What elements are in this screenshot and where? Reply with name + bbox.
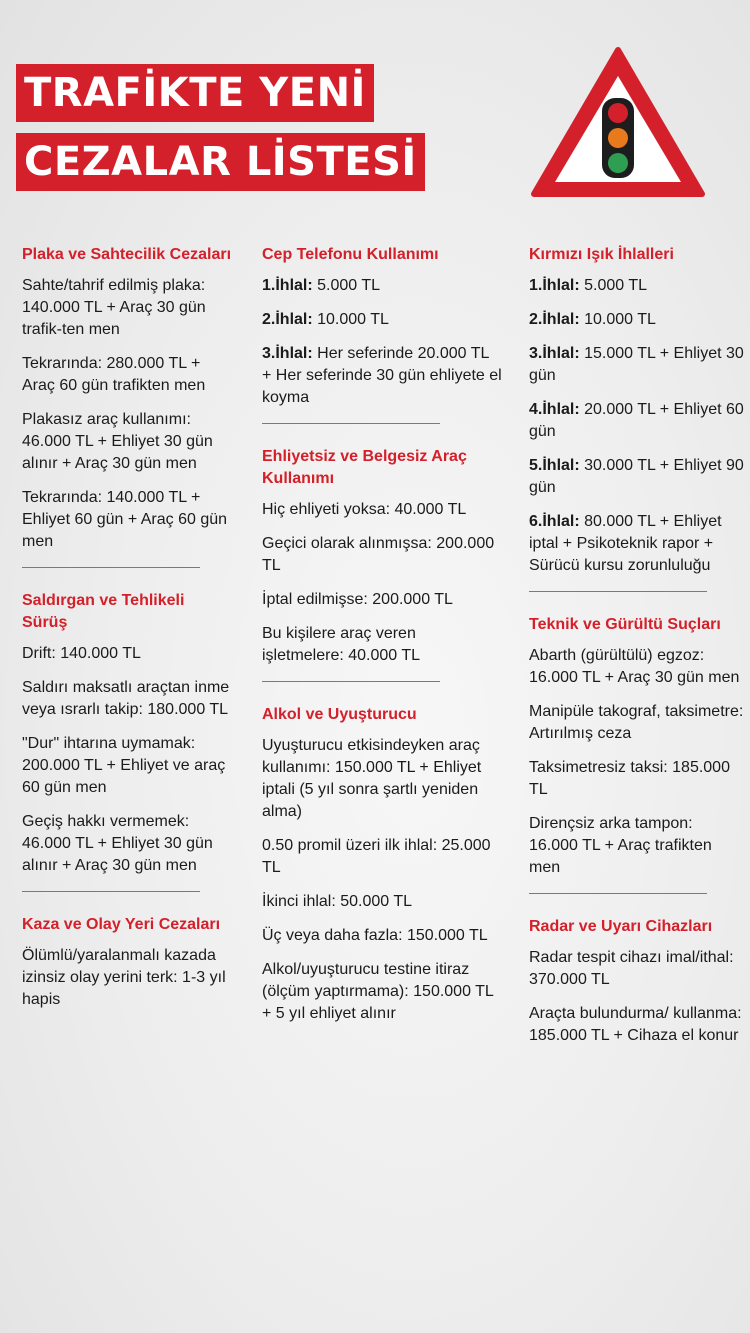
penalty-entry <box>262 735 502 823</box>
section-title-kaza-ve-olay-yeri-cezalari: Kaza ve Olay Yeri Cezaları <box>22 916 221 933</box>
section-title-ehliyetsiz-ve-belgesiz-arac-kullanimi: Ehliyetsiz ve Belgesiz Araç Kullanımı <box>262 448 467 487</box>
penalty-entry-text: Tekrarında: 280.000 TL + Araç 60 gün trafikten men <box>22 355 206 394</box>
penalty-entry-text: Taksimetresiz taksi: 185.000 TL <box>529 759 730 798</box>
penalty-entry <box>262 533 502 577</box>
penalty-entry <box>22 811 232 877</box>
penalty-entry-label: 6.İhlal: <box>529 513 580 530</box>
penalty-entry <box>22 275 232 341</box>
penalty-entry-text: Uyuşturucu etkisindeyken araç kullanımı: 150.000 TL + Ehliyet iptali (5 yıl sonra şartlı yeniden alma) <box>262 737 482 820</box>
penalty-entry-text: Ölümlü/yaralanmalı kazada izinsiz olay yerini terk: 1-3 yıl hapis <box>22 947 226 1008</box>
page-title-line-1: TRAFİKTE YENİ <box>16 64 374 122</box>
penalty-entry-text: İkinci ihlal: 50.000 TL <box>262 893 413 910</box>
penalty-entry-text: Her seferinde 20.000 TL + Her seferinde 30 gün ehliyete el koyma <box>262 345 502 406</box>
penalty-entry-label: 4.İhlal: <box>529 401 580 418</box>
traffic-light-red-lamp <box>608 103 628 123</box>
section-divider <box>262 681 440 682</box>
penalty-entry <box>529 275 745 297</box>
penalty-entry <box>262 589 502 611</box>
penalty-entry <box>529 455 745 499</box>
penalty-entry <box>262 499 502 521</box>
penalty-entry-text: Bu kişilere araç veren işletmelere: 40.000 TL <box>262 625 421 664</box>
penalty-entry <box>262 275 502 297</box>
section-divider <box>529 591 707 592</box>
penalty-entry <box>529 757 745 801</box>
penalty-entry <box>529 813 745 879</box>
penalty-entry-text: Tekrarında: 140.000 TL + Ehliyet 60 gün + Araç 60 gün men <box>22 489 228 550</box>
penalty-entry-text: "Dur" ihtarına uymamak: 200.000 TL + Ehliyet ve araç 60 gün men <box>22 735 226 796</box>
section-divider <box>262 423 440 424</box>
penalty-entry-label: 5.İhlal: <box>529 457 580 474</box>
penalty-entry-text: Dirençsiz arka tampon: 16.000 TL + Araç trafikten men <box>529 815 712 876</box>
penalty-entry-text: 15.000 TL + Ehliyet 30 gün <box>529 345 744 384</box>
penalty-entry-text: 10.000 TL <box>579 311 656 328</box>
penalty-entry <box>262 925 502 947</box>
section-title-saldirgan-ve-tehlikeli-surus: Saldırgan ve Tehlikeli Sürüş <box>22 592 185 631</box>
penalty-entry <box>22 487 232 553</box>
penalty-entry <box>529 309 745 331</box>
section-divider <box>22 567 200 568</box>
penalty-entry <box>529 343 745 387</box>
section-title-teknik-ve-gurultu-suclari: Teknik ve Gürültü Suçları <box>529 616 721 633</box>
penalty-entry-text: Radar tespit cihazı imal/ithal: 370.000 TL <box>529 949 734 988</box>
section-divider <box>529 893 707 894</box>
penalty-entry <box>262 959 502 1025</box>
penalty-entry <box>262 309 502 331</box>
column-right <box>529 244 745 1059</box>
penalty-entry-label: 2.İhlal: <box>529 311 580 328</box>
section-title-cep-telefonu-kullanimi: Cep Telefonu Kullanımı <box>262 246 439 263</box>
penalty-entry-text: Saldırı maksatlı araçtan inme veya ısrarlı takip: 180.000 TL <box>22 679 230 718</box>
penalty-entry <box>262 343 502 409</box>
page-title-line-2: CEZALAR LİSTESİ <box>16 133 425 191</box>
penalty-entry <box>529 511 745 577</box>
penalty-entry <box>22 733 232 799</box>
penalty-entry <box>529 701 745 745</box>
penalty-entry-text: 5.000 TL <box>579 277 647 294</box>
penalty-entry-text: Drift: 140.000 TL <box>22 645 141 662</box>
penalty-entry <box>262 623 502 667</box>
penalty-entry <box>22 353 232 397</box>
traffic-light-green-lamp <box>608 153 628 173</box>
traffic-light-warning-icon <box>530 44 706 198</box>
penalty-entry-text: Geçici olarak alınmışsa: 200.000 TL <box>262 535 495 574</box>
penalty-entry-text: 0.50 promil üzeri ilk ihlal: 25.000 TL <box>262 837 491 876</box>
penalty-entry-text: 30.000 TL + Ehliyet 90 gün <box>529 457 744 496</box>
penalty-entry-text: 5.000 TL <box>312 277 380 294</box>
penalty-entry-text: 80.000 TL + Ehliyet iptal + Psikoteknik rapor + Sürücü kursu zorunluluğu <box>529 513 722 574</box>
penalty-entry-text: Üç veya daha fazla: 150.000 TL <box>262 927 488 944</box>
penalty-entry-text: Araçta bulundurma/ kullanma: 185.000 TL + Cihaza el konur <box>529 1005 742 1044</box>
penalty-entry <box>529 947 745 991</box>
column-middle <box>262 244 502 1037</box>
penalty-entry-text: 10.000 TL <box>312 311 389 328</box>
penalty-entry-text: Alkol/uyuşturucu testine itiraz (ölçüm yaptırmama): 150.000 TL + 5 yıl ehliyet alınır <box>262 961 494 1022</box>
penalty-entry <box>262 835 502 879</box>
penalty-entry <box>22 409 232 475</box>
penalty-entry-label: 1.İhlal: <box>529 277 580 294</box>
penalty-entry-label: 1.İhlal: <box>262 277 313 294</box>
penalty-entry-text: Hiç ehliyeti yoksa: 40.000 TL <box>262 501 467 518</box>
penalty-entry-text: Sahte/tahrif edilmiş plaka: 140.000 TL + Araç 30 gün trafik-ten men <box>22 277 206 338</box>
penalty-entry <box>22 945 232 1011</box>
penalty-entry <box>22 643 232 665</box>
penalty-entry-text: Manipüle takograf, taksimetre: Artırılmış ceza <box>529 703 744 742</box>
section-title-kirmizi-isik-ihlalleri: Kırmızı Işık İhlalleri <box>529 246 674 263</box>
penalty-entry-label: 2.İhlal: <box>262 311 313 328</box>
penalty-entry-text: İptal edilmişse: 200.000 TL <box>262 591 453 608</box>
penalty-entry-text: Plakasız araç kullanımı: 46.000 TL + Ehliyet 30 gün alınır + Araç 30 gün men <box>22 411 213 472</box>
penalty-entry-label: 3.İhlal: <box>262 345 313 362</box>
column-left <box>22 244 232 1023</box>
penalty-entry <box>22 677 232 721</box>
section-divider <box>22 891 200 892</box>
penalty-entry <box>529 399 745 443</box>
penalty-entry <box>262 891 502 913</box>
section-title-radar-ve-uyari-cihazlari: Radar ve Uyarı Cihazları <box>529 918 713 935</box>
traffic-light-amber-lamp <box>608 128 628 148</box>
penalty-entry <box>529 645 745 689</box>
penalty-entry-text: 20.000 TL + Ehliyet 60 gün <box>529 401 744 440</box>
penalty-entry-text: Geçiş hakkı vermemek: 46.000 TL + Ehliyet 30 gün alınır + Araç 30 gün men <box>22 813 213 874</box>
penalty-entry <box>529 1003 745 1047</box>
section-title-plaka-ve-sahtecilik-cezalari: Plaka ve Sahtecilik Cezaları <box>22 246 232 263</box>
penalty-entry-label: 3.İhlal: <box>529 345 580 362</box>
penalty-entry-text: Abarth (gürültülü) egzoz: 16.000 TL + Araç 30 gün men <box>529 647 740 686</box>
section-title-alkol-ve-uyusturucu: Alkol ve Uyuşturucu <box>262 706 417 723</box>
